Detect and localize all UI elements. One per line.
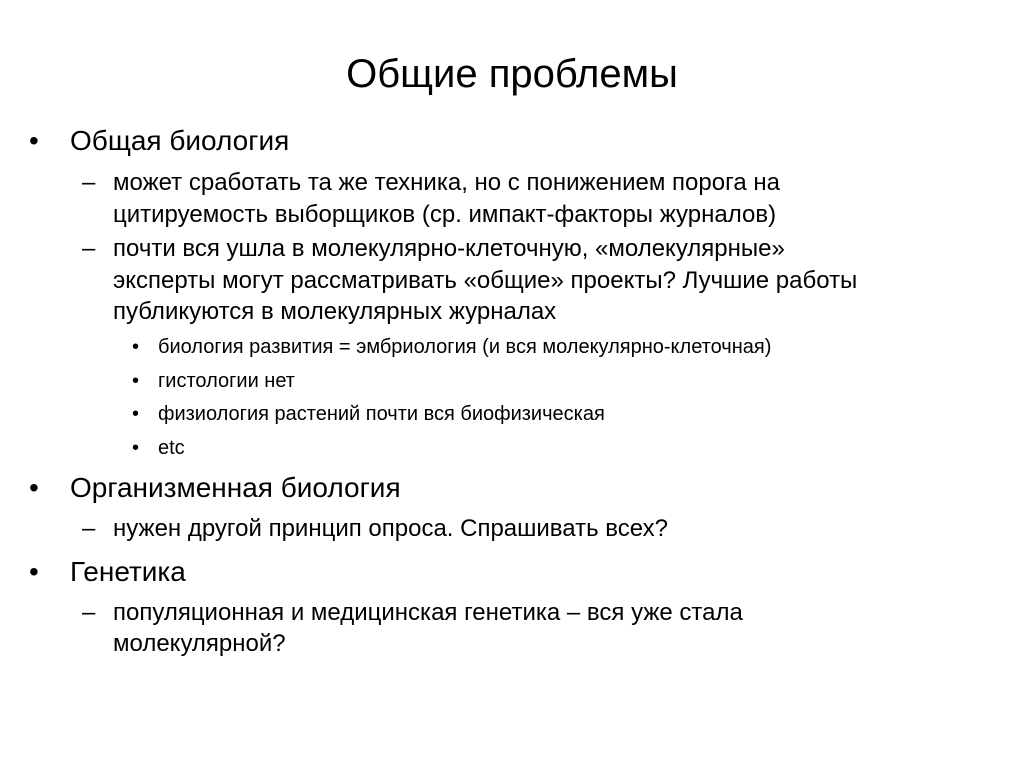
point-line: публикуются в молекулярных журналах <box>113 298 557 325</box>
point-line: почти вся ушла в молекулярно-клеточную, «молекулярные» <box>113 235 785 262</box>
point-line: цитируемость выборщиков (ср. импакт-факторы журналов) <box>113 201 777 228</box>
sub-bullet-marker: • <box>132 403 140 425</box>
section-heading-organismal-biology: Организменная биология <box>70 472 401 503</box>
bullet-marker: • <box>29 556 39 587</box>
section-heading-genetics: Генетика <box>70 556 186 587</box>
dash-marker: – <box>82 599 96 626</box>
subpoint-item: физиология растений почти вся биофизическая <box>158 403 605 425</box>
slide-title: Общие проблемы <box>346 52 678 96</box>
subpoint-item: etc <box>158 437 185 459</box>
sub-bullet-marker: • <box>132 370 140 392</box>
subpoint-item: гистологии нет <box>158 370 295 392</box>
sub-bullet-marker: • <box>132 437 140 459</box>
point-line: нужен другой принцип опроса. Спрашивать всех? <box>113 515 668 542</box>
point-line: эксперты могут рассматривать «общие» проекты? Лучшие работы <box>113 267 858 294</box>
dash-marker: – <box>82 169 96 196</box>
dash-marker: – <box>82 235 96 262</box>
dash-marker: – <box>82 515 96 542</box>
bullet-marker: • <box>29 125 39 156</box>
point-line: может сработать та же техника, но с понижением порога на <box>113 169 780 196</box>
subpoint-item: биология развития = эмбриология (и вся молекулярно-клеточная) <box>158 336 772 358</box>
point-line: популяционная и медицинская генетика – вся уже стала <box>113 599 743 626</box>
bullet-marker: • <box>29 472 39 503</box>
point-line: молекулярной? <box>113 630 286 657</box>
sub-bullet-marker: • <box>132 336 140 358</box>
section-heading-general-biology: Общая биология <box>70 125 290 156</box>
